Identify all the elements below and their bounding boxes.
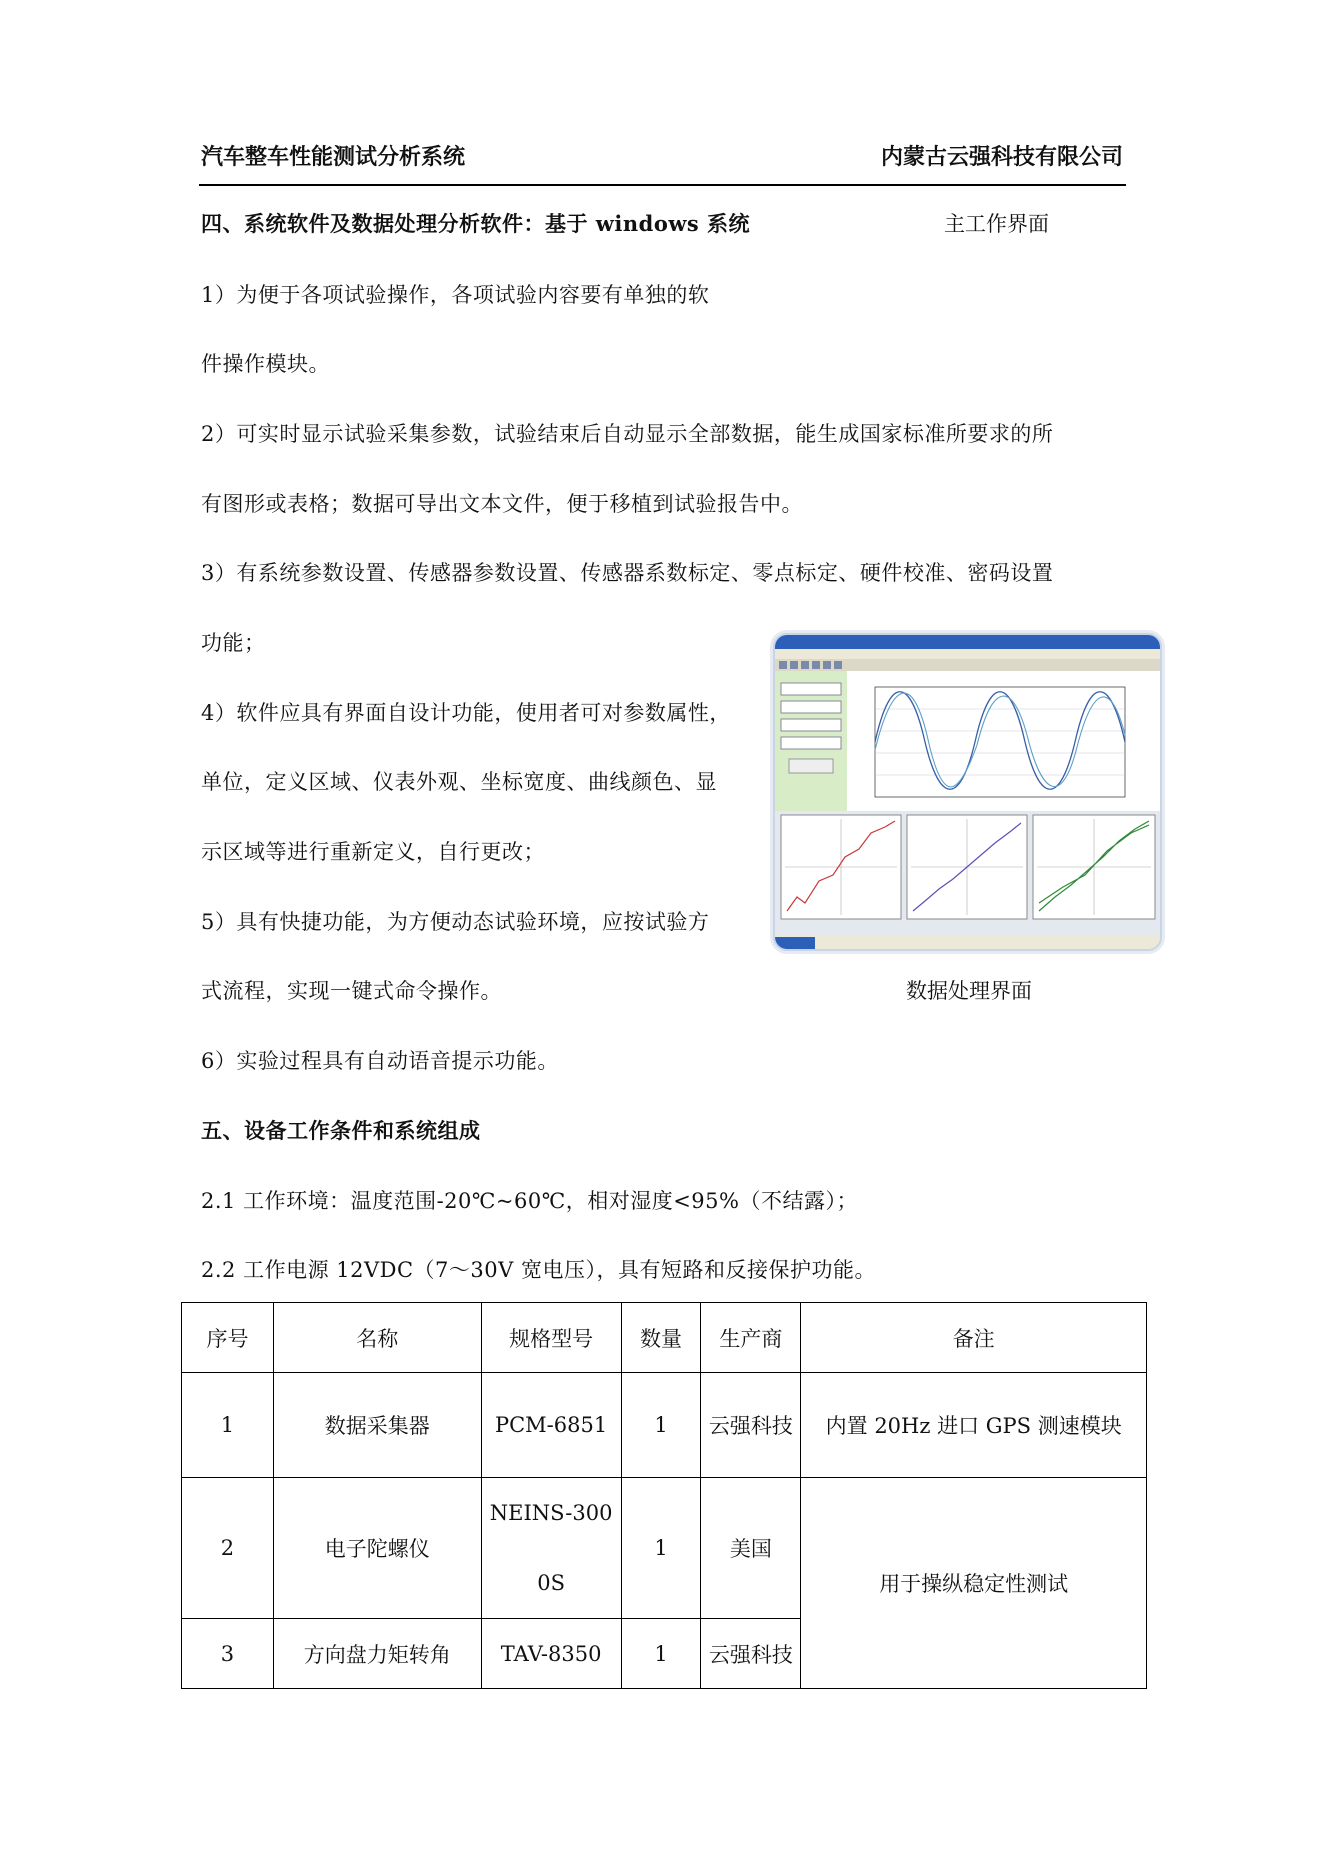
table-header-cell: 生产商 — [701, 1303, 801, 1373]
para-2-line-2: 有图形或表格；数据可导出文本文件，便于移植到试验报告中。 — [201, 492, 803, 516]
table-header-cell: 序号 — [182, 1303, 274, 1373]
para-1-line-1: 1）为便于各项试验操作，各项试验内容要有单独的软 — [201, 283, 710, 307]
para-4-line-1: 4）软件应具有界面自设计功能，使用者可对参数属性， — [201, 701, 731, 725]
table-header-cell: 备注 — [801, 1303, 1147, 1373]
section4-title: 四、系统软件及数据处理分析软件：基于 windows 系统 — [201, 211, 751, 236]
para-1-line-2: 件操作模块。 — [201, 352, 330, 376]
row-name: 方向盘力矩转角 — [273, 1619, 481, 1689]
row-qty: 1 — [621, 1373, 701, 1478]
equipment-table — [181, 1302, 1147, 1689]
row-name: 数据采集器 — [273, 1373, 481, 1478]
para-3-line-1: 3）有系统参数设置、传感器参数设置、传感器系数标定、零点标定、硬件校准、密码设置 — [201, 561, 1054, 585]
row-name: 电子陀螺仪 — [273, 1478, 481, 1619]
row-maker: 云强科技 — [701, 1373, 801, 1478]
software-screenshot-image — [773, 633, 1162, 951]
table-row — [182, 1373, 1147, 1478]
table-header-cell: 名称 — [273, 1303, 481, 1373]
para-5-line-1: 5）具有快捷功能，为方便动态试验环境，应按试验方 — [201, 910, 710, 934]
header-right-title: 内蒙古云强科技有限公司 — [880, 144, 1123, 170]
row-maker: 云强科技 — [701, 1619, 801, 1689]
row-maker: 美国 — [701, 1478, 801, 1619]
section5-title: 五、设备工作条件和系统组成 — [201, 1118, 481, 1143]
work-environment: 2.1 工作环境：温度范围-20℃~60℃，相对湿度<95%（不结露）； — [201, 1189, 858, 1213]
caption-data-processing: 数据处理界面 — [906, 979, 1032, 1003]
row-model — [481, 1478, 621, 1619]
table-header-cell: 数量 — [621, 1303, 701, 1373]
para-2-line-1: 2）可实时显示试验采集参数，试验结束后自动显示全部数据，能生成国家标准所要求的所 — [201, 422, 1054, 446]
row-qty: 1 — [621, 1478, 701, 1619]
row-no: 2 — [182, 1478, 274, 1619]
para-6: 6）实验过程具有自动语音提示功能。 — [201, 1049, 559, 1073]
row-no: 3 — [182, 1619, 274, 1689]
table-header-row — [182, 1303, 1147, 1373]
work-power: 2.2 工作电源 12VDC（7～30V 宽电压），具有短路和反接保护功能。 — [201, 1258, 876, 1282]
para-3-line-2: 功能； — [201, 631, 266, 655]
row-qty: 1 — [621, 1619, 701, 1689]
para-4-line-2: 单位，定义区域、仪表外观、坐标宽度、曲线颜色、显 — [201, 770, 717, 794]
table-row — [182, 1478, 1147, 1619]
table-header-cell: 规格型号 — [481, 1303, 621, 1373]
caption-main-interface: 主工作界面 — [944, 212, 1049, 236]
row-model: PCM-6851 — [481, 1373, 621, 1478]
software-screenshot-drawing — [775, 635, 1160, 949]
row-model-line-2: 0S — [537, 1571, 565, 1595]
header-rule — [199, 184, 1126, 186]
header-left-title: 汽车整车性能测试分析系统 — [201, 144, 466, 170]
row-model: TAV-8350 — [481, 1619, 621, 1689]
row-no: 1 — [182, 1373, 274, 1478]
row-note: 内置 20Hz 进口 GPS 测速模块 — [801, 1373, 1147, 1478]
row-model-line-1: NEINS-300 — [489, 1501, 613, 1525]
para-4-line-3: 示区域等进行重新定义，自行更改； — [201, 840, 545, 864]
row-note: 用于操纵稳定性测试 — [801, 1478, 1147, 1689]
para-5-line-2: 式流程，实现一键式命令操作。 — [201, 979, 502, 1003]
